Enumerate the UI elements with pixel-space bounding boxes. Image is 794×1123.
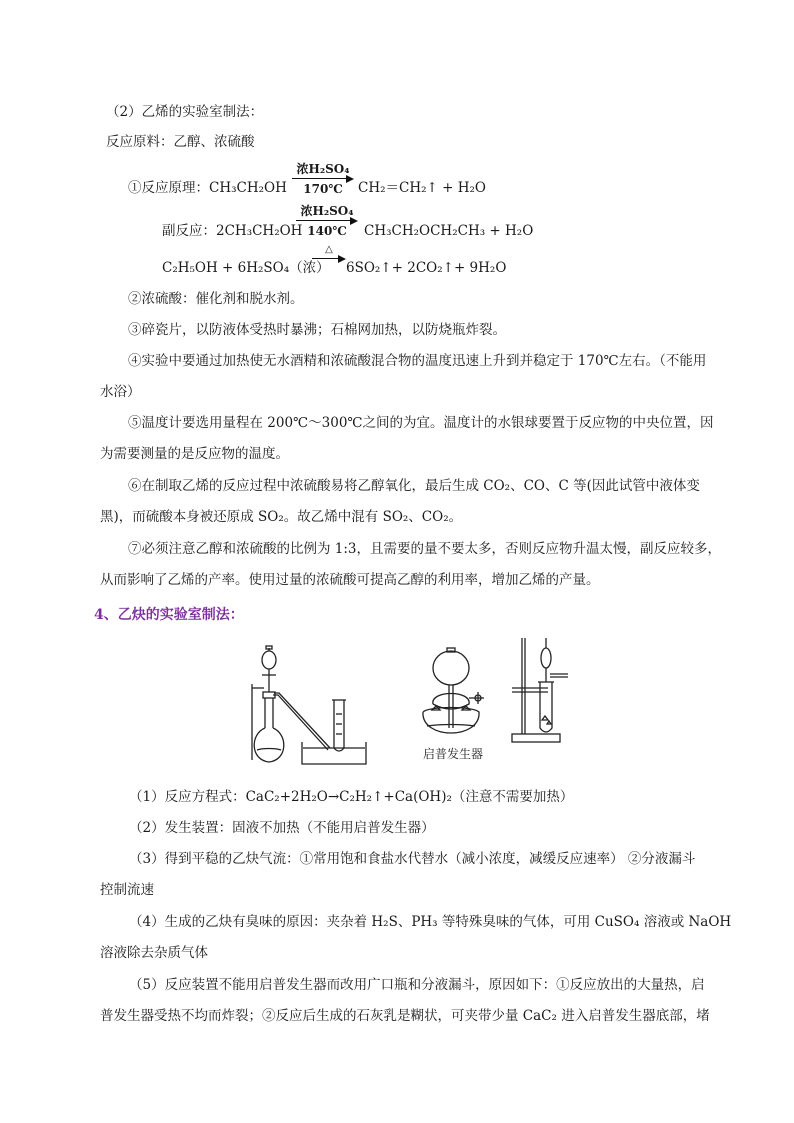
kipp-generator-figure xyxy=(418,646,498,742)
arrow-icon xyxy=(296,218,358,224)
reaction2-condition-arrow xyxy=(296,204,358,238)
reaction3-product: 6SO₂↑+ 2CO₂↑+ 9H₂O xyxy=(346,260,507,276)
item-3-line2: 控制流速 xyxy=(100,882,154,898)
note-7-line2: 从而影响了乙烯的产率。使用过量的浓硫酸可提高乙醇的利用率，增加乙烯的产量。 xyxy=(100,572,600,588)
section-title: （2）乙烯的实验室制法： xyxy=(106,104,264,120)
test-tube-stand-figure xyxy=(508,636,576,746)
item-2: （2）发生装置：固液不加热（不能用启普发生器） xyxy=(129,820,435,836)
note-2: ②浓硫酸：催化剂和脱水剂。 xyxy=(128,291,304,307)
item-1: （1）反应方程式：CaC₂+2H₂O→C₂H₂↑+Ca(OH)₂（注意不需要加热） xyxy=(129,789,574,805)
reaction1-condition-arrow xyxy=(292,162,354,196)
note-3: ③碎瓷片，以防液体受热时暴沸；石棉网加热，以防烧瓶炸裂。 xyxy=(128,322,506,338)
item-5-line2: 普发生器受热不均而炸裂；②反应后生成的石灰乳是糊状，可夹带少量 CaC₂ 进入启普发生器底部，堵 xyxy=(100,1008,710,1024)
reaction2-temperature: 140℃ xyxy=(307,224,347,238)
heat-triangle-icon: △ xyxy=(325,244,333,255)
note-4-line1: ④实验中要通过加热使无水酒精和浓硫酸混合物的温度迅速上升到并稳定于 170℃左右。（不能用 xyxy=(128,353,707,369)
item-4-line2: 溶液除去杂质气体 xyxy=(100,945,208,961)
note-5-line2: 为需要测量的是反应物的温度。 xyxy=(100,446,289,462)
reaction3-condition-arrow xyxy=(312,244,346,262)
section4-heading: 4、乙炔的实验室制法： xyxy=(94,607,244,623)
reaction1-product: CH₂＝CH₂↑ + H₂O xyxy=(358,180,486,196)
reaction-materials: 反应原料：乙醇、浓硫酸 xyxy=(106,134,255,150)
reaction1-catalyst: 浓H₂SO₄ xyxy=(296,162,350,176)
item-5-line1: （5）反应装置不能用启普发生器而改用广口瓶和分液漏斗，原因如下：①反应放出的大量热，启 xyxy=(129,977,705,993)
reaction1-reactant: ①反应原理：CH₃CH₂OH xyxy=(128,180,287,196)
note-6-line1: ⑥在制取乙烯的反应过程中浓硫酸易将乙醇氧化，最后生成 CO₂、CO、C 等(因此试管中液体变 xyxy=(128,478,700,494)
reaction1-temperature: 170℃ xyxy=(303,182,343,196)
arrow-icon xyxy=(292,176,354,182)
item-4-line1: （4）生成的乙炔有臭味的原因：夹杂着 H₂S、PH₃ 等特殊臭味的气体，可用 CuSO₄ 溶液或 NaOH xyxy=(129,914,732,930)
reaction3-reactant: C₂H₅OH + 6H₂SO₄（浓） xyxy=(162,260,330,276)
figure-caption: 启普发生器 xyxy=(423,747,484,761)
note-7-line1: ⑦必须注意乙醇和浓硫酸的比例为 1:3，且需要的量不要太多，否则反应物升温太慢，副反应较多， xyxy=(128,541,722,557)
reaction2-product: CH₃CH₂OCH₂CH₃ + H₂O xyxy=(364,223,534,239)
note-4-line2: 水浴） xyxy=(100,384,141,400)
note-6-line2: 黑)，而硫酸本身被还原成 SO₂。故乙烯中混有 SO₂、CO₂。 xyxy=(100,509,463,525)
item-3-line1: （3）得到平稳的乙炔气流：①常用饱和食盐水代替水（减小浓度，减缓反应速率） ②分液漏斗 xyxy=(129,851,696,867)
note-5-line1: ⑤温度计要选用量程在 200℃～300℃之间的为宜。温度计的水银球要置于反应物的中央位置，因 xyxy=(128,415,714,431)
reaction2-catalyst: 浓H₂SO₄ xyxy=(300,204,354,218)
acetylene-apparatus-figure xyxy=(248,644,368,766)
reaction2-reactant: 副反应：2CH₃CH₂OH xyxy=(162,223,303,239)
arrow-icon xyxy=(312,256,346,262)
